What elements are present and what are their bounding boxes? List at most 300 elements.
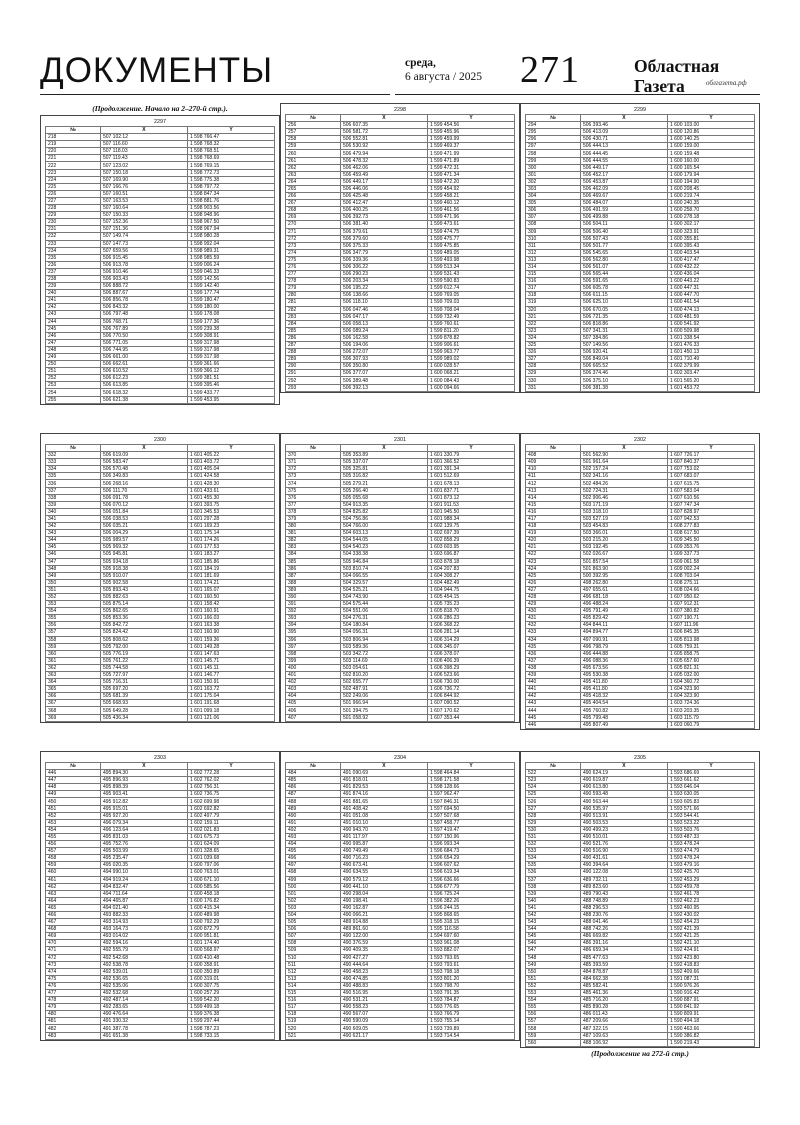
cell-x: 506 612.23 [100,375,187,382]
table-row [526,508,755,515]
coordinates-table [40,115,280,405]
cell-n: 253 [46,382,101,389]
table-row [526,349,755,356]
table-row [46,841,275,848]
cell-n: 376 [286,494,341,501]
table-row [286,819,515,826]
cell-y: 1 598 171.58 [427,777,514,784]
cell-n: 246 [46,332,101,339]
table-row [526,826,755,833]
table-row [46,919,275,926]
table-row [46,1032,275,1039]
table-row [286,171,515,178]
column-header-y: Y [187,763,274,770]
cell-n: 289 [286,356,341,363]
cell-n: 543 [526,919,581,926]
cell-y: 1 601 184.19 [187,565,274,572]
cell-n: 385 [286,558,341,565]
cell-y: 1 599 769.05 [427,292,514,299]
cell-x: 506 530.92 [340,143,427,150]
cell-x: 506 504.11 [580,221,667,228]
cell-x: 506 625.10 [580,299,667,306]
cell-n: 220 [46,148,101,155]
cell-x: 506 091.78 [100,494,187,501]
cell-n: 243 [46,311,101,318]
cell-y: 1 599 180.00 [187,304,274,311]
cell-n: 518 [286,1011,341,1018]
cell-x: 485 716.20 [580,997,667,1004]
cell-y: 1 606 730.00 [427,679,514,686]
cell-n: 294 [526,122,581,129]
table-row [286,342,515,349]
cell-n: 508 [286,940,341,947]
cell-x: 505 862.65 [100,608,187,615]
cell-x: 485 890.28 [580,1004,667,1011]
cell-x: 496 123.64 [100,826,187,833]
table-row [286,452,515,459]
table-row [286,501,515,508]
cell-y: 1 601 328.65 [187,848,274,855]
cell-x: 497 090.91 [580,636,667,643]
cell-n: 442 [526,693,581,700]
table-row [526,299,755,306]
table-row [46,805,275,812]
table-row [46,876,275,883]
cell-y: 1 600 410.48 [187,954,274,961]
cell-x: 506 070.12 [100,501,187,508]
cell-y: 1 607 753.02 [667,466,754,473]
cell-n: 432 [526,622,581,629]
cell-y: 1 604 207.83 [427,565,514,572]
cell-x: 491 330.32 [100,1018,187,1025]
table-row [286,855,515,862]
table-row [286,926,515,933]
cell-x: 492 594.16 [100,940,187,947]
cell-x: 506 449.17 [340,178,427,185]
cell-y: 1 599 542.20 [187,997,274,1004]
cell-y: 1 608 703.04 [667,572,754,579]
cell-n: 360 [46,650,101,657]
table-row [286,299,515,306]
cell-x: 490 516.90 [580,848,667,855]
cell-n: 235 [46,254,101,261]
cell-n: 483 [46,1032,101,1039]
cell-n: 317 [526,285,581,292]
cell-x: 506 903.43 [100,275,187,282]
cell-x: 490 198.41 [340,897,427,904]
cell-x: 506 479.94 [340,150,427,157]
cell-n: 407 [286,714,341,721]
cell-n: 386 [286,565,341,572]
table-row [46,226,275,233]
table-row [286,629,515,636]
cell-y: 1 593 755.14 [427,1018,514,1025]
cell-x: 506 843.32 [100,304,187,311]
cell-x: 490 516.95 [340,990,427,997]
cell-x: 495 799.48 [580,714,667,721]
table-row [286,473,515,480]
cell-x: 491 117.97 [340,833,427,840]
cell-n: 417 [526,515,581,522]
table-row [286,508,515,515]
cell-x: 503 054.61 [340,664,427,671]
cell-y: 1 590 916.42 [667,990,754,997]
table-row [46,290,275,297]
table-row [46,354,275,361]
table-row [46,452,275,459]
table-row [46,883,275,890]
table-row [526,292,755,299]
cell-y: 1 593 544.41 [667,812,754,819]
cell-y: 1 597 458.77 [427,819,514,826]
table-row [286,228,515,235]
cell-y: 1 601 565.20 [667,377,754,384]
table-row [46,304,275,311]
table-row [526,954,755,961]
cell-y: 1 600 568.97 [187,947,274,954]
cell-y: 1 601 710.49 [667,356,754,363]
cell-x: 506 306.22 [340,263,427,270]
cell-y: 1 601 163.72 [187,686,274,693]
table-row [286,693,515,700]
cell-y: 1 590 887.91 [667,997,754,1004]
cell-x: 506 920.41 [580,349,667,356]
cell-n: 482 [46,1025,101,1032]
cell-x: 486 391.16 [580,940,667,947]
cell-x: 502 487.91 [340,686,427,693]
cell-n: 258 [286,136,341,143]
cell-x: 492 555.79 [100,947,187,954]
cell-n: 392 [286,608,341,615]
issue-date [405,56,482,84]
cell-y: 1 606 845.35 [667,629,754,636]
table-row [286,897,515,904]
cell-n: 285 [286,327,341,334]
cell-y: 1 598 787.23 [187,1025,274,1032]
cell-x: 490 521.76 [580,841,667,848]
cell-n: 278 [286,278,341,285]
table-row [46,848,275,855]
table-row [46,466,275,473]
table-row [526,876,755,883]
cell-x: 506 392.13 [340,384,427,391]
cell-n: 509 [286,947,341,954]
cell-n: 466 [46,911,101,918]
column-header-y: Y [667,115,754,122]
table-row [46,558,275,565]
table-row [526,862,755,869]
cell-n: 270 [286,221,341,228]
cell-x: 494 990.10 [100,869,187,876]
cell-x: 491 881.65 [340,798,427,805]
cell-y: 1 600 797.06 [187,862,274,869]
cell-y: 1 601 476.33 [667,342,754,349]
cell-y: 1 605 657.60 [667,657,754,664]
cell-n: 496 [286,855,341,862]
cell-y: 1 599 471.99 [427,150,514,157]
cell-n: 425 [526,572,581,579]
column-header-y: Y [427,445,514,452]
cell-n: 460 [46,869,101,876]
cell-n: 222 [46,162,101,169]
cell-n: 505 [286,919,341,926]
table-row [526,679,755,686]
cell-y: 1 590 809.91 [667,1011,754,1018]
cell-n: 382 [286,537,341,544]
column-header-n: № [46,127,101,134]
cell-y: 1 607 610.56 [667,494,754,501]
cell-y: 1 607 615.75 [667,480,754,487]
cell-x: 490 298.04 [340,890,427,897]
table-row [286,890,515,897]
cell-x: 506 478.32 [340,157,427,164]
cell-x: 506 462.09 [580,185,667,192]
cell-n: 475 [46,975,101,982]
cell-x: 506 621.38 [100,396,187,403]
table-row [286,370,515,377]
cell-y: 1 592 460.95 [667,904,754,911]
cell-y: 1 602 699.98 [187,798,274,805]
cell-x: 497 655.61 [580,586,667,593]
table-row [46,700,275,707]
cell-x: 506 374.46 [580,370,667,377]
column-header-y: Y [667,763,754,770]
cell-n: 391 [286,601,341,608]
cell-n: 342 [46,523,101,530]
cell-n: 512 [286,968,341,975]
cell-y: 1 593 798.70 [427,982,514,989]
cell-n: 240 [46,290,101,297]
table-row [526,848,755,855]
cell-y: 1 600 258.70 [667,207,754,214]
cell-n: 542 [526,911,581,918]
cell-n: 558 [526,1025,581,1032]
cell-x: 507 149.74 [100,233,187,240]
cell-x: 506 111.70 [100,487,187,494]
cell-y: 1 609 061.58 [667,558,754,565]
cell-n: 276 [286,263,341,270]
table-row [286,263,515,270]
cell-n: 494 [286,841,341,848]
table-row [286,551,515,558]
cell-n: 522 [526,770,581,777]
cell-y: 1 598 768.51 [187,148,274,155]
cell-x: 494 844.11 [580,622,667,629]
cell-y: 1 601 121.06 [187,714,274,721]
table-row [286,777,515,784]
cell-x: 506 462.06 [340,164,427,171]
table-row [46,579,275,586]
table-row [286,1018,515,1025]
cell-y: 1 602 497.79 [187,812,274,819]
cell-n: 437 [526,657,581,664]
cell-n: 288 [286,349,341,356]
column-header-n: № [286,763,341,770]
table-row [526,185,755,192]
table-row [46,650,275,657]
cell-n: 468 [46,926,101,933]
cell-y: 1 599 513.34 [427,263,514,270]
cell-y: 1 600 541.92 [667,320,754,327]
cell-n: 230 [46,219,101,226]
cell-y: 1 599 475.85 [427,242,514,249]
table-row [46,926,275,933]
table-row [526,530,755,537]
cell-n: 446 [46,770,101,777]
table-row [286,459,515,466]
cell-x: 507 341.31 [580,327,667,334]
cell-n: 332 [46,452,101,459]
cell-n: 297 [526,143,581,150]
cell-n: 446 [526,721,581,728]
table-row [526,841,755,848]
cell-x: 504 056.31 [340,629,427,636]
table-row [526,693,755,700]
cell-y: 1 599 471.96 [427,214,514,221]
cell-n: 328 [526,363,581,370]
cell-y: 1 599 366.12 [187,368,274,375]
table-row [526,143,755,150]
cell-y: 1 601 455.30 [187,494,274,501]
cell-x: 505 697.20 [100,686,187,693]
table-row [46,686,275,693]
cell-y: 1 601 175.14 [187,530,274,537]
cell-y: 1 606 286.23 [427,615,514,622]
table-row [526,897,755,904]
cell-n: 490 [286,812,341,819]
table-row [46,777,275,784]
cell-n: 287 [286,342,341,349]
cell-n: 546 [526,940,581,947]
column-header-n: № [46,445,101,452]
cell-y: 1 600 028.57 [427,363,514,370]
table-row [286,876,515,883]
cell-y: 1 592 418.83 [667,961,754,968]
table-row [526,487,755,494]
table-row [526,833,755,840]
cell-x: 491 818.01 [340,777,427,784]
cell-y: 1 599 177.36 [187,318,274,325]
cell-n: 241 [46,297,101,304]
table-row [286,349,515,356]
cell-x: 495 404.54 [580,700,667,707]
cell-y: 1 599 471.34 [427,171,514,178]
cell-y: 1 600 447.70 [667,292,754,299]
table-row [46,947,275,954]
cell-x: 489 732.11 [580,876,667,883]
cell-n: 502 [286,897,341,904]
table-row [286,327,515,334]
table-row [526,805,755,812]
cell-n: 266 [286,193,341,200]
cell-n: 305 [526,200,581,207]
header-rule [515,94,760,95]
cell-x: 506 444.55 [580,157,667,164]
cell-n: 559 [526,1032,581,1039]
table-row [46,283,275,290]
cell-x: 503 171.19 [580,501,667,508]
cell-x: 505 882.63 [100,593,187,600]
table-row [46,679,275,686]
cell-y: 1 600 159.00 [667,143,754,150]
table-row [46,190,275,197]
cell-n: 435 [526,643,581,650]
cell-y: 1 599 454.56 [427,122,514,129]
cell-y: 1 599 458.21 [427,193,514,200]
cell-y: 1 601 150.91 [187,679,274,686]
cell-n: 529 [526,819,581,826]
coordinates-table [520,103,760,393]
cell-x: 506 430.71 [580,136,667,143]
cell-y: 1 598 967.94 [187,226,274,233]
cell-n: 387 [286,572,341,579]
cell-x: 507 163.53 [100,197,187,204]
cell-x: 491 010.10 [340,819,427,826]
table-row [526,707,755,714]
cell-y: 1 590 976.26 [667,982,754,989]
cell-x: 506 545.65 [580,249,667,256]
cell-y: 1 599 471.89 [427,157,514,164]
column-header-n: № [526,115,581,122]
cell-y: 1 600 159.48 [667,150,754,157]
cell-n: 346 [46,551,101,558]
cell-n: 420 [526,537,581,544]
cell-n: 403 [286,686,341,693]
cell-n: 224 [46,176,101,183]
table-row [526,926,755,933]
cell-x: 501 857.54 [580,558,667,565]
cell-n: 560 [526,1039,581,1046]
cell-y: 1 601 149.28 [187,643,274,650]
table-row [46,643,275,650]
cell-x: 506 453.87 [580,178,667,185]
table-row [526,572,755,579]
table-row [526,342,755,349]
cell-x: 503 366.01 [580,530,667,537]
cell-y: 1 593 478.24 [667,855,754,862]
cell-n: 359 [46,643,101,650]
cell-x: 505 353.89 [340,452,427,459]
cell-y: 1 599 989.02 [427,356,514,363]
cell-y: 1 599 317.98 [187,354,274,361]
table-row [46,501,275,508]
table-row [526,327,755,334]
cell-n: 410 [526,466,581,473]
cell-x: 505 716.31 [100,679,187,686]
cell-n: 319 [526,299,581,306]
cell-x: 506 619.09 [100,452,187,459]
cell-x: 506 089.24 [340,327,427,334]
cell-y: 1 602 858.29 [427,537,514,544]
cell-y: 1 592 409.66 [667,968,754,975]
table-row [286,615,515,622]
cell-n: 336 [46,480,101,487]
cell-n: 338 [46,494,101,501]
table-row [526,193,755,200]
cell-x: 507 160.51 [100,190,187,197]
cell-n: 311 [526,242,581,249]
cell-x: 506 499.88 [580,214,667,221]
cell-n: 244 [46,318,101,325]
cell-y: 1 599 297.44 [187,1018,274,1025]
cell-y: 1 601 158.42 [187,601,274,608]
table-row [286,593,515,600]
cell-y: 1 601 624.09 [187,841,274,848]
cell-x: 506 856.78 [100,297,187,304]
cell-y: 1 590 494.18 [667,1018,754,1025]
table-row [526,164,755,171]
cell-x: 506 138.66 [340,292,427,299]
